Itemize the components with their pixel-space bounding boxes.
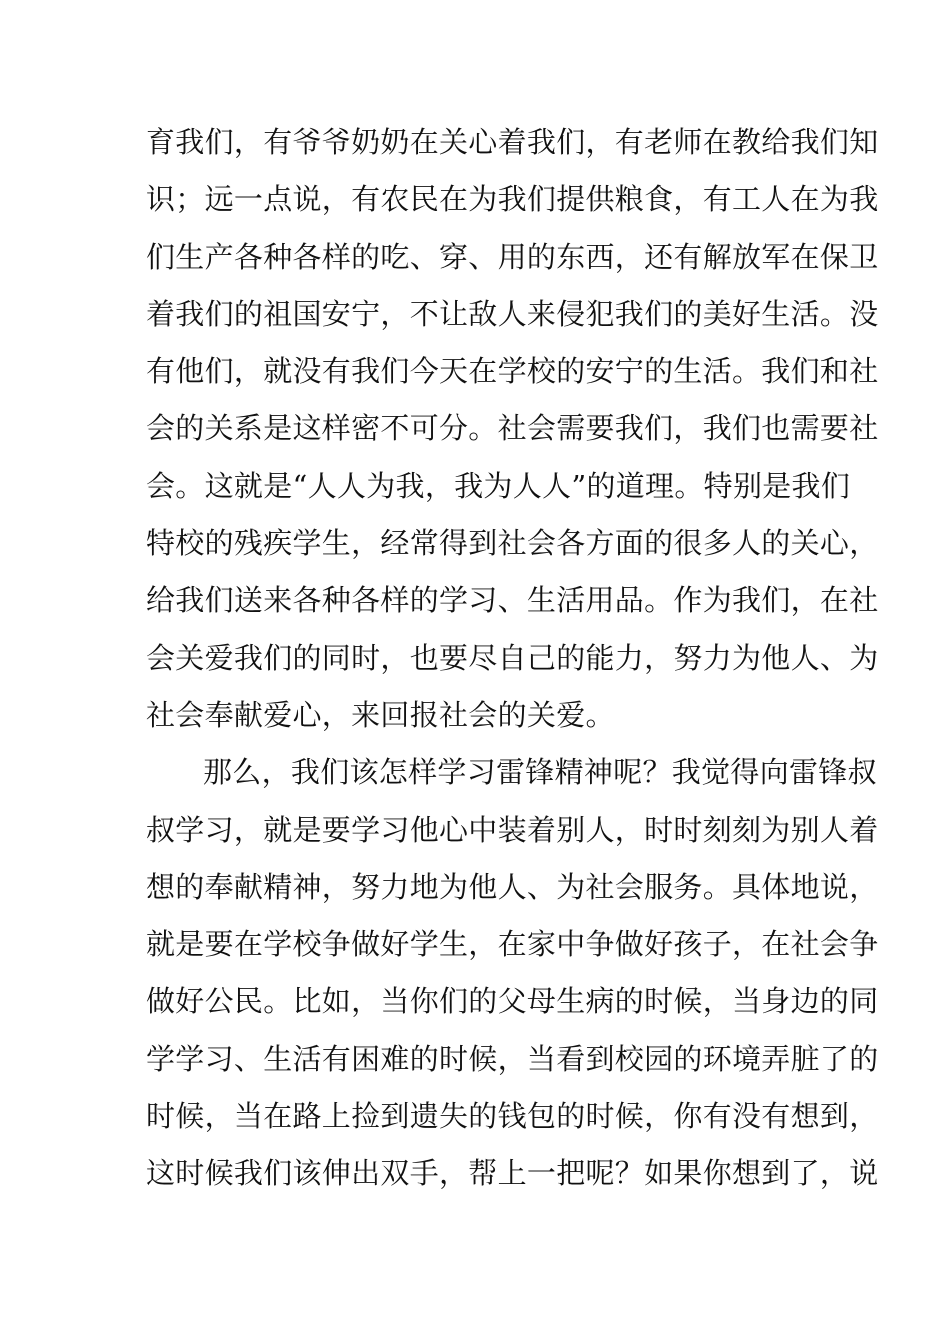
text-line: 给我们送来各种各样的学习、生活用品。作为我们，在社 — [146, 583, 879, 618]
text-line: 就是要在学校争做好学生，在家中争做好孩子，在社会争 — [146, 927, 879, 962]
text-line: 会关爱我们的同时，也要尽自己的能力，努力为他人、为 — [146, 640, 879, 675]
text-line: 叔学习，就是要学习他心中装着别人，时时刻刻为别人着 — [146, 812, 879, 847]
text-line: 们生产各种各样的吃、穿、用的东西，还有解放军在保卫 — [146, 239, 879, 274]
text-line: 着我们的祖国安宁，不让敌人来侵犯我们的美好生活。没 — [146, 296, 879, 331]
text-line: 做好公民。比如，当你们的父母生病的时候，当身边的同 — [146, 984, 879, 1019]
text-line: 育我们，有爷爷奶奶在关心着我们，有老师在教给我们知 — [146, 125, 879, 159]
document-body — [146, 114, 879, 1203]
text-line: 这时候我们该伸出双手，帮上一把呢？如果你想到了，说 — [146, 1156, 879, 1191]
text-line: 学学习、生活有困难的时候，当看到校园的环境弄脏了的 — [146, 1041, 879, 1076]
paragraph-2 — [146, 744, 879, 1202]
text-line: 时候，当在路上捡到遗失的钱包的时候，你有没有想到， — [146, 1099, 879, 1134]
text-line: 会。这就是“人人为我，我为人人”的道理。特别是我们 — [146, 468, 851, 503]
text-line-first: 那么，我们该怎样学习雷锋精神呢？我觉得向雷锋叔 — [203, 755, 877, 790]
text-line: 有他们，就没有我们今天在学校的安宁的生活。我们和社 — [146, 354, 879, 389]
text-line: 会的关系是这样密不可分。社会需要我们，我们也需要社 — [146, 411, 879, 446]
paragraph-1 — [146, 114, 879, 744]
text-line: 识；远一点说，有农民在为我们提供粮食，有工人在为我 — [146, 182, 879, 217]
text-line: 社会奉献爱心，来回报社会的关爱。 — [146, 697, 615, 732]
text-line: 特校的残疾学生，经常得到社会各方面的很多人的关心， — [146, 526, 879, 561]
text-line: 想的奉献精神，努力地为他人、为社会服务。具体地说， — [146, 869, 879, 904]
